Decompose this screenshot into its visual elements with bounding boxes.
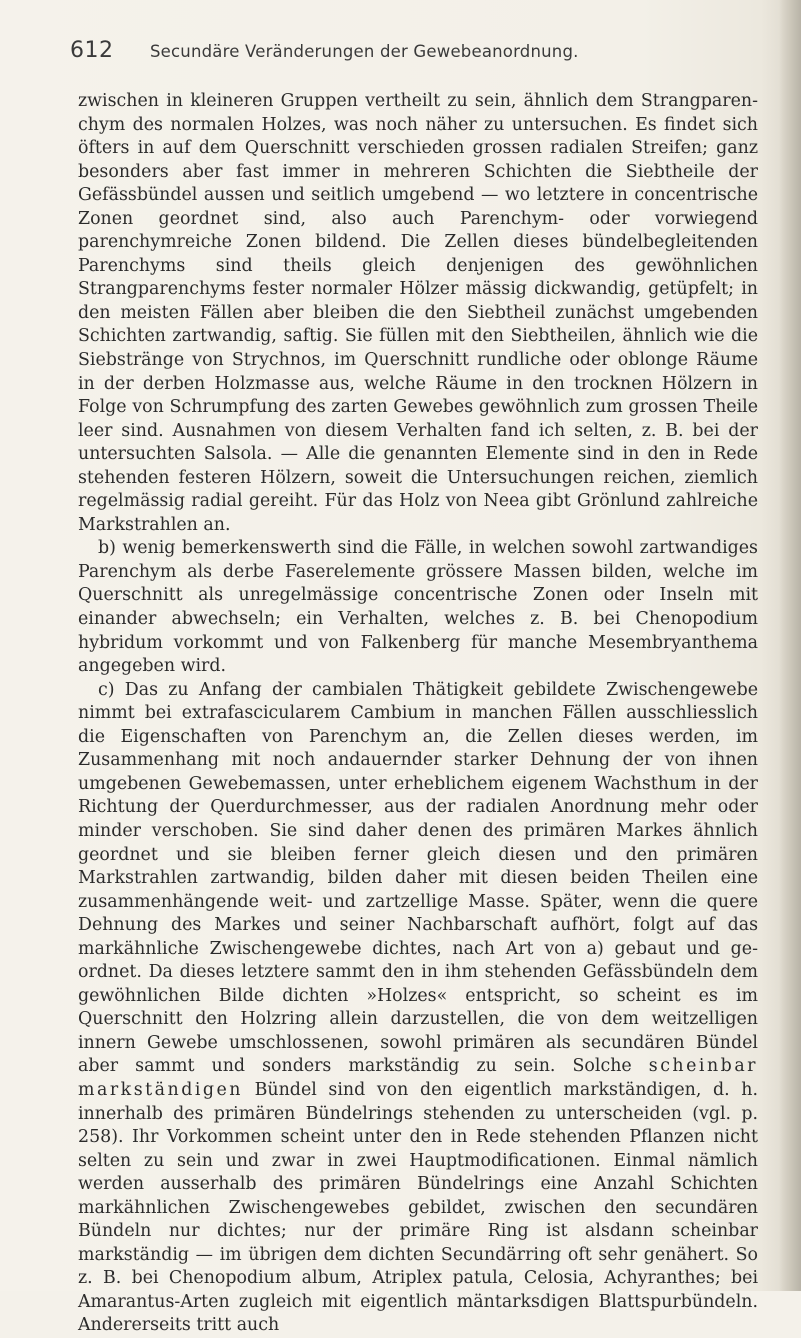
spaced-word-scheinbar: scheinbar xyxy=(648,1056,758,1077)
page-header xyxy=(70,38,750,68)
paragraph-3 xyxy=(78,679,758,1338)
spaced-word-markstaendigen: markständigen xyxy=(78,1079,244,1100)
page-edge-shadow xyxy=(779,0,801,1291)
paragraph-2: b) wenig bemerkenswerth sind die Fälle, in welchen sowohl zartwandiges Parenchym als derbe Faserelemente grössere Massen bilden, welche im Querschnitt als unregelmässige concentrische Zonen oder Inseln mit einander abwechseln; ein Verhalten, welches z. B. bei Chenopodium hybridum vorkommt und von Falkenberg für manche Mesembryanthema angegeben wird. xyxy=(78,538,758,677)
paragraph-3-text-before: c) Das zu Anfang der cambialen Thätigkeit gebildete Zwischengewebe nimmt bei extrafascicularem Cambium in manchen Fällen ausschliesslich die Eigenschaften von Parenchym an, die Zellen dieses werden, im Zusammenhang mit noch andauernder starker Dehnung der von ihnen umgebenen Gewebemassen, unter erheblichem eigenem Wachsthum in der Richtung der Querdurchmesser, aus der radialen Anordnung mehr oder minder verschoben. Sie sind daher denen des primären Markes ähnlich geordnet und sie bleiben ferner gleich diesen und den primären Markstrahlen zartwandig, bilden daher mit diesen beiden Theilen eine zusammenhängende weit- und zartzellige Masse. Später, wenn die quere Dehnung des Markes und seiner Nachbarschaft aufhört, folgt auf das markähnliche Zwischengewebe dichtes, nach Art von a) gebaut und geordnet. Da dieses letztere sammt den in ihm stehenden Gefässbündeln dem gewöhnlichen Bilde dichten »Holzes« entspricht, so scheint es im Querschnitt den Holzring allein darzustellen, die von dem weitzelligen innern Gewebe umschlossenen, sowohl primären als secundären Bündel aber sammt und sonders markständig zu sein. Solche xyxy=(78,679,758,1077)
body-text xyxy=(78,90,758,1338)
paragraph-3-text-after: Bündel sind von den eigentlich markständigen, d. h. innerhalb des primären Bündelrings stehenden zu unterscheiden (vgl. p. 258). Ihr Vorkommen scheint unter den in Rede stehenden Pflanzen nicht selten zu sein und zwar in zwei Hauptmodificationen. Einmal nämlich werden ausserhalb des primären Bündelrings eine Anzahl Schichten markähnlichen Zwischengewebes gebildet, zwischen den secundären Bündeln nur dichtes; nur der primäre Ring ist alsdann scheinbar markständig — im übrigen dem dichten Secundärring oft sehr genähert. So z. B. bei Chenopodium album, Atriplex patula, Celosia, Achyranthes; bei Amarantus-Arten zugleich mit eigentlich mäntarksdigen Blattspurbündeln. Andererseits tritt auch xyxy=(78,1079,758,1336)
running-head: Secundäre Veränderungen der Gewebeanordnung. xyxy=(150,42,579,61)
page-number: 612 xyxy=(70,38,114,63)
paragraph-1: zwischen in kleineren Gruppen vertheilt zu sein, ähnlich dem Strangparenchym des normalen Holzes, was noch näher zu untersuchen. Es findet sich öfters in auf dem Querschnitt verschieden grossen radialen Streifen; ganz besonders aber fast immer in mehreren Schichten die Siebtheile der Gefässbündel aussen und seitlich umgebend — wo letztere in concentrische Zonen geordnet sind, also auch Parenchym- oder vorwiegend parenchymreiche Zonen bildend. Die Zellen dieses bündelbegleitenden Parenchyms sind theils gleich denjenigen des gewöhnlichen Strangparenchyms fester normaler Hölzer mässig dickwandig, getüpfelt; in den meisten Fällen aber bleiben die den Siebtheil zunächst umgebenden Schichten zartwandig, saftig. Sie füllen mit den Siebtheilen, ähnlich wie die Siebstränge von Strychnos, im Querschnitt rundliche oder oblonge Räume in der derben Holzmasse aus, welche Räume in den trocknen Hölzern in Folge von Schrumpfung des zarten Gewebes gewöhnlich zum grossen Theile leer sind. Ausnahmen von diesem Verhalten fand ich selten, z. B. bei der untersuchten Salsola. — Alle die genannten Elemente sind in den in Rede stehenden festeren Hölzern, soweit die Untersuchungen reichen, ziemlich regelmässig radial gereiht. Für das Holz von Neea gibt Grönlund zahlreiche Markstrahlen an. xyxy=(78,91,758,535)
